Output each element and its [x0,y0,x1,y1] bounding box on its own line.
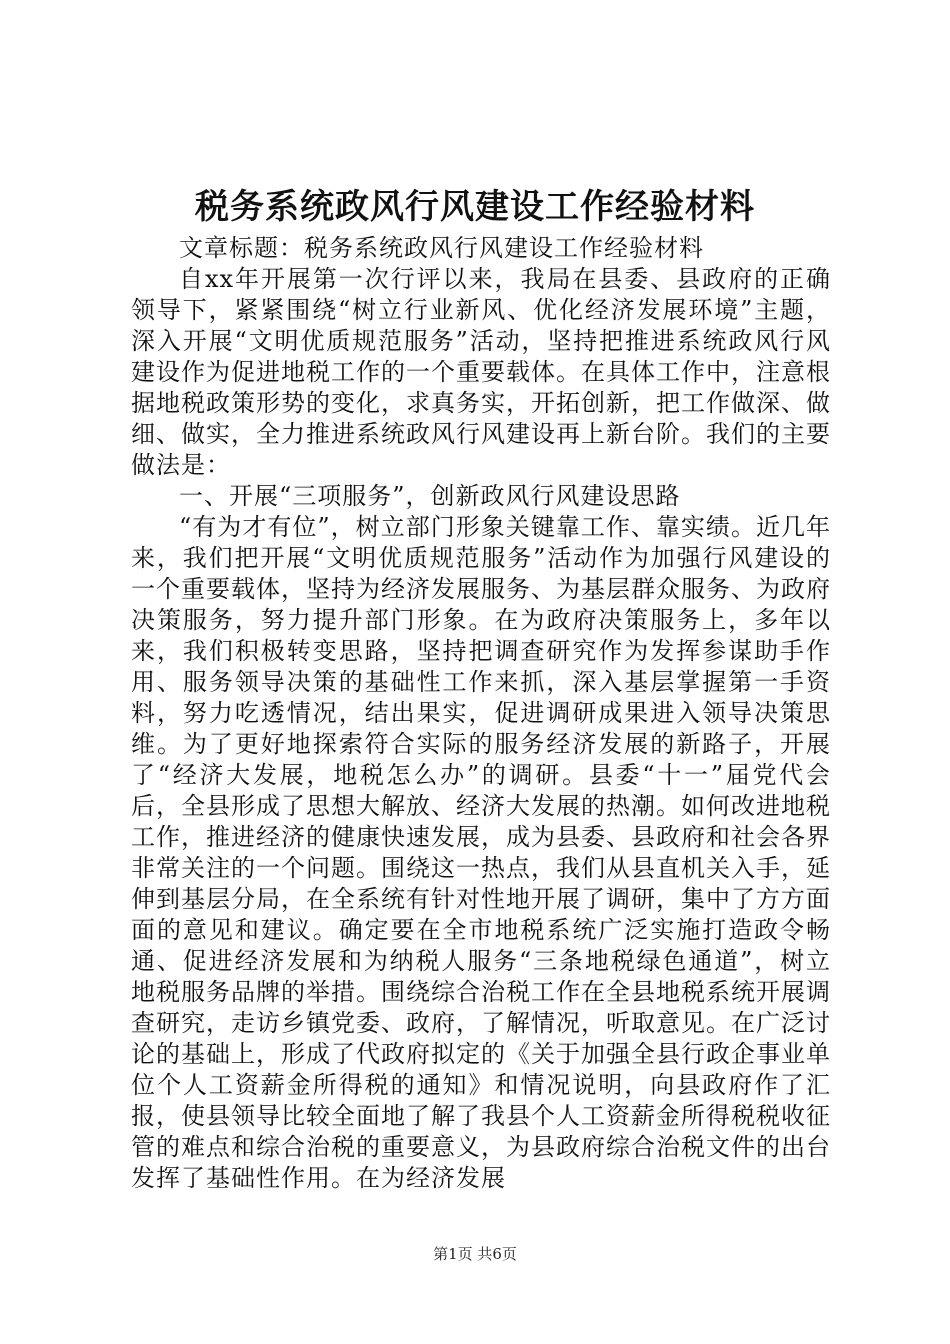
article-title-line: 文章标题：税务系统政风行风建设工作经验材料 [179,234,704,262]
page-number-footer: 第1页 共6页 [433,1245,517,1263]
intro-paragraph: 自xx年开展第一次行评以来，我局在县委、县政府的正确领导下，紧紧围绕“树立行业新风、优化经济发展环境”主题，深入开展“文明优质规范服务”活动，坚持把推进系统政风行风建设作为促进地税工作的一个重要载体。在具体工作中，注意根据地税政策形势的变化，求真务实，开拓创新，把工作做深、做细、做实，全力推进系统政风行风建设再上新台阶。我们的主要做法是： [131,265,831,479]
body-paragraph: “有为才有位”，树立部门形象关键靠工作、靠实绩。近几年来，我们把开展“文明优质规范服务”活动作为加强行风建设的一个重要载体，坚持为经济发展服务、为基层群众服务、为政府决策服务，努力提升部门形象。在为政府决策服务上，多年以来，我们积极转变思路，坚持把调查研究作为发挥参谋助手作用、服务领导决策的基础性工作来抓，深入基层掌握第一手资料，努力吃透情况，结出果实，促进调研成果进入领导决策思维。为了更好地探索符合实际的服务经济发展的新路子，开展了“经济大发展，地税怎么办”的调研。县委“十一”届党代会后，全县形成了思想大解放、经济大发展的热潮。如何改进地税工作，推进经济的健康快速发展，成为县委、县政府和社会各界非常关注的一个问题。围绕这一热点，我们从县直机关入手，延伸到基层分局，在全系统有针对性地开展了调研，集中了方方面面的意见和建议。确定要在全市地税系统广泛实施打造政令畅通、促进经济发展和为纳税人服务“三条地税绿色通道”，树立地税服务品牌的举措。围绕综合治税工作在全县地税系统开展调查研究，走访乡镇党委、政府，了解情况，听取意见。在广泛讨论的基础上，形成了代政府拟定的《关于加强全县行政企事业单位个人工资薪金所得税的通知》和情况说明，向县政府作了汇报，使县领导比较全面地了解了我县个人工资薪金所得税税收征管的难点和综合治税的重要意义，为县政府综合治税文件的出台发挥了基础性作用。在为经济发展 [131,513,831,1192]
document-body [131,233,831,1194]
section-heading: 一、开展“三项服务”，创新政风行风建设思路 [179,482,681,510]
document-title: 税务系统政风行风建设工作经验材料 [195,187,755,227]
